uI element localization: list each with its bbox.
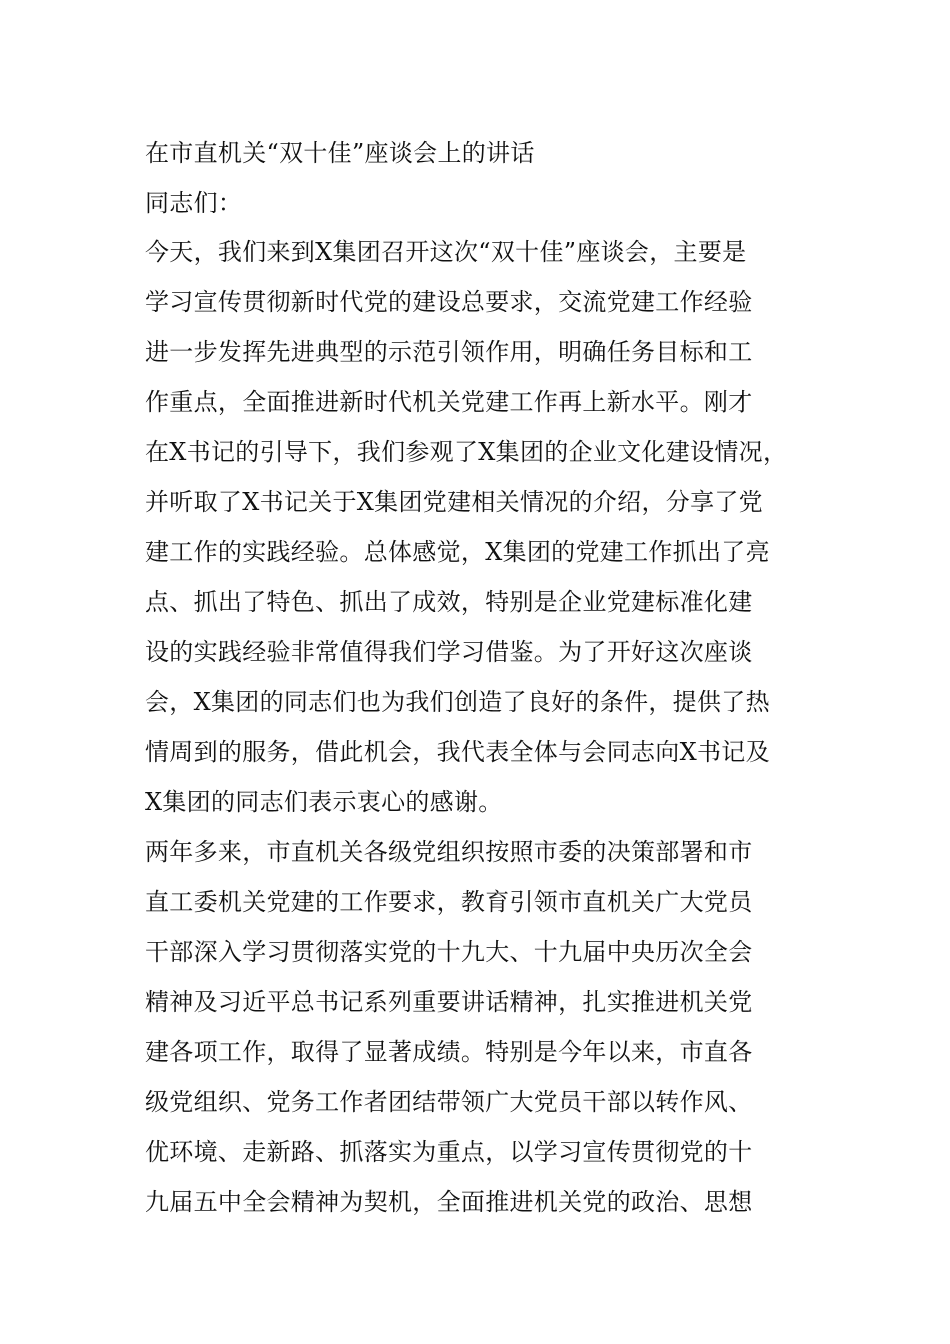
paragraph-line: 今天，我们来到X集团召开这次“双十佳”座谈会，主要是: [145, 238, 747, 266]
paragraph-line: 学习宣传贯彻新时代党的建设总要求，交流党建工作经验: [145, 288, 753, 316]
paragraph-line: 直工委机关党建的工作要求，教育引领市直机关广大党员: [145, 888, 753, 916]
paragraph-line: 级党组织、党务工作者团结带领广大党员干部以转作风、: [145, 1088, 753, 1116]
paragraph-line: 作重点，全面推进新时代机关党建工作再上新水平。刚才: [145, 388, 753, 416]
paragraph-line: 干部深入学习贯彻落实党的十九大、十九届中央历次全会: [145, 938, 753, 966]
paragraph-line: 建工作的实践经验。总体感觉，X集团的党建工作抓出了亮: [145, 538, 770, 566]
paragraph-line: 情周到的服务，借此机会，我代表全体与会同志向X书记及: [145, 738, 770, 766]
paragraph-line: 进一步发挥先进典型的示范引领作用，明确任务目标和工: [145, 338, 753, 366]
paragraph-line: 九届五中全会精神为契机，全面推进机关党的政治、思想: [145, 1188, 753, 1216]
paragraph-line: 会，X集团的同志们也为我们创造了良好的条件，提供了热: [145, 688, 770, 716]
paragraph-line: 在X书记的引导下，我们参观了X集团的企业文化建设情况，: [145, 438, 788, 466]
paragraph-line: 点、抓出了特色、抓出了成效，特别是企业党建标准化建: [145, 588, 753, 616]
paragraph-line: 两年多来，市直机关各级党组织按照市委的决策部署和市: [145, 838, 753, 866]
paragraph-line: 建各项工作，取得了显著成绩。特别是今年以来，市直各: [145, 1038, 753, 1066]
paragraph-line: 精神及习近平总书记系列重要讲话精神，扎实推进机关党: [145, 988, 753, 1016]
paragraph-line: 并听取了X书记关于X集团党建相关情况的介绍，分享了党: [145, 488, 763, 516]
document-title: 在市直机关“双十佳”座谈会上的讲话: [145, 139, 535, 167]
paragraph-line: X集团的同志们表示衷心的感谢。: [145, 788, 503, 816]
salutation: 同志们：: [145, 189, 243, 217]
paragraph-line: 优环境、走新路、抓落实为重点，以学习宣传贯彻党的十: [145, 1138, 753, 1166]
paragraph-line: 设的实践经验非常值得我们学习借鉴。为了开好这次座谈: [145, 638, 753, 666]
